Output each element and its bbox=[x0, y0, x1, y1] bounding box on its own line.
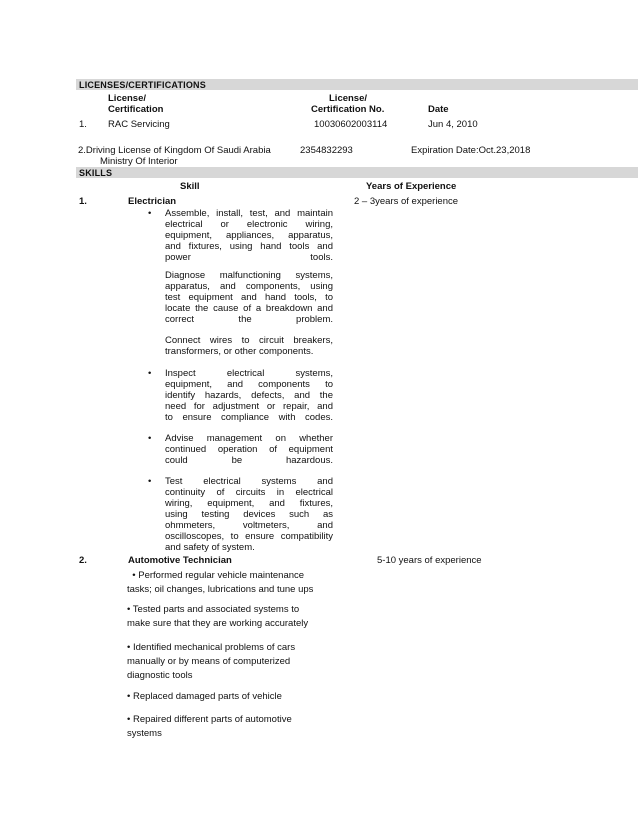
electrician-title: Electrician bbox=[128, 196, 177, 207]
bullet-icon: • bbox=[148, 368, 152, 379]
automotive-duty-5: • Repaired different parts of automotive systems bbox=[127, 714, 292, 739]
license-row1-date: Jun 4, 2010 bbox=[428, 119, 478, 130]
bullet-icon: • bbox=[148, 476, 152, 487]
electrician-duty-4: Test electrical systems and continuity of circuits in electrical wiring, equipment, and fixtures, using testing devices such as ohmmeters, voltmeters, and oscilloscopes, to ensure compatibility and safety of system. bbox=[165, 476, 333, 553]
automotive-duty-3: • Identified mechanical problems of cars manually or by means of computerized diagnostic tools bbox=[127, 642, 296, 681]
automotive-years: 5-10 years of experience bbox=[377, 555, 482, 566]
skills-col-years: Years of Experience bbox=[366, 181, 457, 192]
electrician-years: 2 – 3years of experience bbox=[354, 196, 459, 207]
automotive-title: Automotive Technician bbox=[128, 555, 232, 566]
electrician-duty-3: Advise management on whether continued operation of equipment could be hazardous. bbox=[165, 433, 333, 466]
license-row1-number: 10030602003114 bbox=[314, 119, 388, 130]
electrician-duty-2: Inspect electrical systems, equipment, and components to identify hazards, defects, and the need for adjustment or repair, and to ensure compliance with codes. bbox=[165, 368, 333, 423]
bullet-icon: • bbox=[148, 433, 152, 444]
license-row2-expiry: Expiration Date:Oct.23,2018 bbox=[411, 145, 531, 156]
electrician-duty-1: Assemble, install, test, and maintain electrical or electronic wiring, equipment, appliances, apparatus, and fixtures, using hand tools and power tools. bbox=[165, 208, 333, 263]
license-col-date: Date bbox=[428, 104, 449, 115]
license-col-cert-1: License/ bbox=[108, 93, 147, 104]
license-col-no-2: Certification No. bbox=[311, 104, 385, 115]
automotive-num: 2. bbox=[79, 555, 87, 566]
automotive-duty-1: • Performed regular vehicle maintenance tasks; oil changes, lubrications and tune ups bbox=[127, 570, 314, 595]
automotive-duty-2: • Tested parts and associated systems to make sure that they are working accurately bbox=[127, 604, 309, 629]
electrician-duty-1c: Connect wires to circuit breakers, transformers, or other components. bbox=[165, 335, 333, 357]
skills-section-bar bbox=[76, 167, 638, 178]
skills-section-title: SKILLS bbox=[79, 168, 113, 178]
licenses-section-title: LICENSES/CERTIFICATIONS bbox=[79, 80, 206, 90]
electrician-duty-1b: Diagnose malfunctioning systems, apparatus, and components, using test equipment and hand tools, to locate the cause of a breakdown and correct the problem. bbox=[165, 270, 333, 325]
license-row2-issuer: Ministry Of Interior bbox=[100, 156, 178, 167]
license-row1-num: 1. bbox=[79, 119, 87, 130]
license-col-no-1: License/ bbox=[329, 93, 368, 104]
automotive-duty-4: • Replaced damaged parts of vehicle bbox=[127, 691, 282, 702]
bullet-icon: • bbox=[148, 208, 152, 219]
license-col-cert-2: Certification bbox=[108, 104, 164, 115]
license-row2-name: 2.Driving License of Kingdom Of Saudi Arabia bbox=[78, 145, 271, 156]
license-row1-name: RAC Servicing bbox=[108, 119, 170, 130]
electrician-num: 1. bbox=[79, 196, 87, 207]
license-row2-number: 2354832293 bbox=[300, 145, 353, 156]
skills-col-skill: Skill bbox=[180, 181, 200, 192]
